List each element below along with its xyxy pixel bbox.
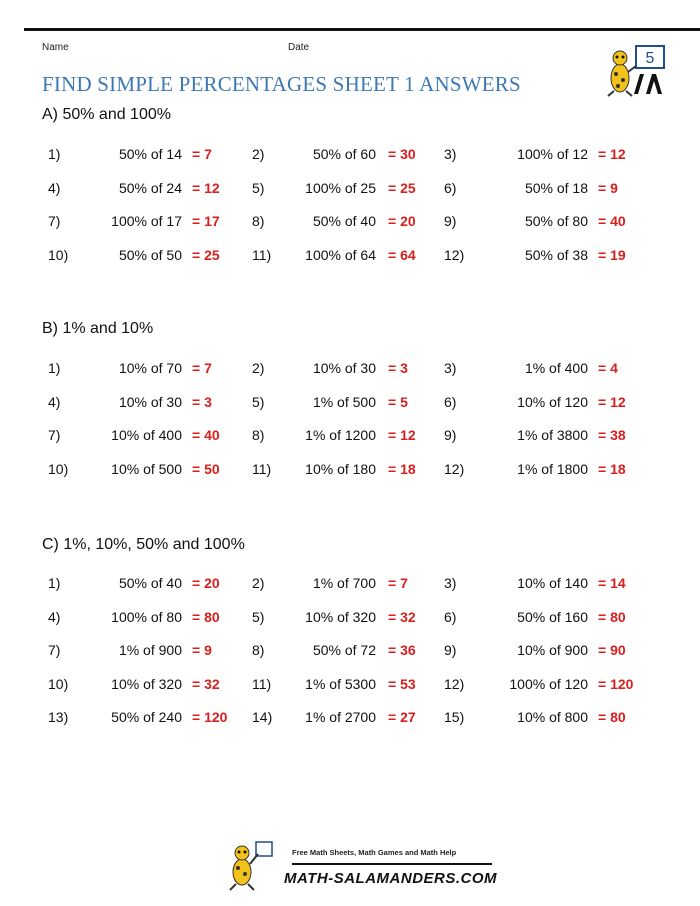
- problem-question: 10% of 320: [111, 675, 182, 692]
- footer-site-link[interactable]: MATH-SALAMANDERS.COM: [284, 870, 498, 887]
- problem-item: [440, 674, 670, 694]
- problem-answer: = 27: [388, 709, 416, 725]
- footer-divider: [292, 863, 492, 865]
- problem-number: 7): [48, 642, 61, 658]
- problem-number: 5): [252, 179, 265, 196]
- problem-number: 11): [252, 460, 272, 477]
- problem-question: 10% of 70: [118, 360, 182, 376]
- problem-answer: = 40: [192, 427, 220, 443]
- logo-big-5: [634, 74, 662, 94]
- problem-item: [44, 358, 244, 378]
- problem-number: 13): [48, 709, 69, 725]
- problem-question: 10% of 120: [517, 393, 588, 410]
- footer-salamander-icon: [226, 840, 286, 892]
- problem-question: 10% of 30: [118, 393, 182, 410]
- problem-number: 9): [444, 642, 457, 658]
- problem-item: [248, 459, 448, 479]
- problem-number: 5): [252, 393, 265, 410]
- math-salamanders-logo: [604, 44, 668, 100]
- problem-number: 10): [48, 460, 69, 477]
- name-label: Name: [42, 42, 69, 53]
- problem-answer: = 32: [192, 675, 220, 692]
- problem-item: [248, 245, 448, 265]
- problem-answer: = 80: [598, 608, 626, 625]
- top-rule: [24, 28, 700, 31]
- problem-question: 1% of 500: [312, 393, 376, 410]
- problem-answer: = 53: [388, 675, 416, 692]
- problem-item: [44, 178, 244, 198]
- problem-answer: = 50: [192, 460, 220, 477]
- problem-item: [44, 211, 244, 231]
- problem-question: 50% of 40: [118, 575, 182, 591]
- problem-item: [248, 674, 448, 694]
- problem-answer: = 3: [388, 360, 408, 376]
- problem-item: [44, 144, 244, 164]
- problem-answer: = 7: [192, 360, 212, 376]
- problem-item: [248, 707, 448, 727]
- problem-item: [440, 640, 670, 660]
- problem-question: 100% of 12: [517, 146, 588, 162]
- problem-question: 50% of 60: [312, 146, 376, 162]
- problem-number: 2): [252, 575, 265, 591]
- problem-answer: = 5: [388, 393, 408, 410]
- salamander-icon: [608, 51, 636, 96]
- problem-item: [248, 211, 448, 231]
- problem-number: 14): [252, 709, 273, 725]
- problem-item: [440, 178, 670, 198]
- problem-number: 9): [444, 213, 457, 229]
- problem-answer: = 12: [598, 393, 626, 410]
- problem-answer: = 3: [192, 393, 212, 410]
- problem-item: [440, 392, 670, 412]
- problem-answer: = 12: [192, 179, 220, 196]
- problem-question: 10% of 800: [517, 709, 588, 725]
- problem-item: [248, 358, 448, 378]
- problem-answer: = 25: [388, 179, 416, 196]
- problem-answer: = 9: [192, 642, 212, 658]
- problem-question: 50% of 160: [517, 608, 588, 625]
- problem-question: 50% of 80: [524, 213, 588, 229]
- problem-question: 100% of 17: [111, 213, 182, 229]
- problem-number: 10): [48, 675, 69, 692]
- problem-number: 2): [252, 360, 265, 376]
- problem-question: 100% of 64: [305, 246, 376, 263]
- problem-item: [44, 392, 244, 412]
- problem-number: 3): [444, 360, 457, 376]
- problem-number: 8): [252, 642, 265, 658]
- problem-question: 10% of 500: [111, 460, 182, 477]
- page-title: FIND SIMPLE PERCENTAGES SHEET 1 ANSWERS: [42, 72, 521, 96]
- problem-question: 100% of 80: [111, 608, 182, 625]
- problem-item: [44, 459, 244, 479]
- problem-question: 10% of 900: [517, 642, 588, 658]
- problem-item: [440, 245, 670, 265]
- problem-question: 1% of 900: [118, 642, 182, 658]
- problem-item: [440, 459, 670, 479]
- problem-answer: = 18: [388, 460, 416, 477]
- problem-item: [248, 178, 448, 198]
- problem-question: 1% of 700: [312, 575, 376, 591]
- section-c-heading: C) 1%, 10%, 50% and 100%: [42, 536, 245, 553]
- problem-answer: = 80: [598, 709, 626, 725]
- problem-answer: = 80: [192, 608, 220, 625]
- problem-item: [248, 607, 448, 627]
- problem-answer: = 36: [388, 642, 416, 658]
- problem-item: [440, 707, 670, 727]
- problem-number: 9): [444, 427, 457, 443]
- problem-item: [44, 707, 244, 727]
- problem-item: [44, 245, 244, 265]
- problem-number: 8): [252, 427, 265, 443]
- problem-number: 3): [444, 146, 457, 162]
- problem-number: 6): [444, 393, 457, 410]
- problem-item: [248, 573, 448, 593]
- problem-question: 10% of 320: [305, 608, 376, 625]
- section-a-heading: A) 50% and 100%: [42, 106, 171, 123]
- problem-answer: = 25: [192, 246, 220, 263]
- problem-item: [248, 425, 448, 445]
- problem-number: 6): [444, 179, 457, 196]
- problem-question: 10% of 30: [312, 360, 376, 376]
- problem-question: 1% of 1800: [517, 460, 588, 477]
- problem-answer: = 30: [388, 146, 416, 162]
- problem-answer: = 64: [388, 246, 416, 263]
- problem-answer: = 40: [598, 213, 626, 229]
- problem-number: 11): [252, 246, 272, 263]
- problem-number: 5): [252, 608, 265, 625]
- problem-answer: = 20: [192, 575, 220, 591]
- problem-number: 2): [252, 146, 265, 162]
- problem-question: 100% of 25: [305, 179, 376, 196]
- problem-number: 7): [48, 213, 61, 229]
- problem-answer: = 4: [598, 360, 618, 376]
- problem-item: [44, 425, 244, 445]
- problem-question: 50% of 38: [524, 246, 588, 263]
- problem-answer: = 32: [388, 608, 416, 625]
- problem-item: [440, 211, 670, 231]
- problem-item: [44, 674, 244, 694]
- problem-answer: = 7: [192, 146, 212, 162]
- problem-number: 12): [444, 460, 465, 477]
- date-label: Date: [288, 42, 310, 53]
- problem-question: 50% of 50: [118, 246, 182, 263]
- problem-answer: = 9: [598, 179, 618, 196]
- problem-question: 50% of 72: [312, 642, 376, 658]
- problem-item: [248, 640, 448, 660]
- problem-answer: = 90: [598, 642, 626, 658]
- problem-item: [440, 607, 670, 627]
- problem-number: 1): [48, 146, 61, 162]
- problem-question: 1% of 1200: [305, 427, 376, 443]
- problem-answer: = 7: [388, 575, 408, 591]
- problem-item: [44, 573, 244, 593]
- problem-number: 8): [252, 213, 265, 229]
- problem-number: 7): [48, 427, 61, 443]
- problem-number: 15): [444, 709, 465, 725]
- problem-number: 10): [48, 246, 69, 263]
- problem-question: 50% of 18: [524, 179, 588, 196]
- problem-answer: = 12: [388, 427, 416, 443]
- problem-question: 10% of 180: [305, 460, 376, 477]
- problem-answer: = 12: [598, 146, 626, 162]
- problem-answer: = 14: [598, 575, 626, 591]
- problem-number: 11): [252, 675, 272, 692]
- footer: [226, 840, 501, 892]
- problem-number: 1): [48, 360, 61, 376]
- problem-number: 4): [48, 393, 61, 410]
- problem-question: 50% of 240: [111, 709, 182, 725]
- problem-answer: = 120: [192, 709, 228, 725]
- problem-question: 1% of 3800: [517, 427, 588, 443]
- problem-question: 1% of 2700: [305, 709, 376, 725]
- problem-number: 12): [444, 246, 465, 263]
- problem-question: 10% of 140: [517, 575, 588, 591]
- problem-answer: = 20: [388, 213, 416, 229]
- problem-number: 4): [48, 608, 61, 625]
- problem-number: 4): [48, 179, 61, 196]
- problem-answer: = 17: [192, 213, 220, 229]
- problem-item: [440, 358, 670, 378]
- problem-question: 50% of 14: [118, 146, 182, 162]
- problem-number: 3): [444, 575, 457, 591]
- problem-question: 100% of 120: [509, 675, 588, 692]
- problem-question: 10% of 400: [111, 427, 182, 443]
- footer-tagline: Free Math Sheets, Math Games and Math Help: [292, 848, 457, 857]
- problem-question: 1% of 400: [524, 360, 588, 376]
- problem-answer: = 19: [598, 246, 626, 263]
- problem-answer: = 120: [598, 675, 634, 692]
- problem-item: [248, 392, 448, 412]
- problem-item: [44, 607, 244, 627]
- problem-number: 1): [48, 575, 61, 591]
- logo-number: 5: [645, 50, 655, 67]
- problem-item: [248, 144, 448, 164]
- problem-number: 12): [444, 675, 465, 692]
- problem-item: [44, 640, 244, 660]
- problem-question: 50% of 40: [312, 213, 376, 229]
- section-b-heading: B) 1% and 10%: [42, 320, 154, 337]
- problem-answer: = 38: [598, 427, 626, 443]
- problem-answer: = 18: [598, 460, 626, 477]
- problem-number: 6): [444, 608, 457, 625]
- problem-item: [440, 573, 670, 593]
- problem-question: 50% of 24: [118, 179, 182, 196]
- problem-item: [440, 425, 670, 445]
- problem-item: [440, 144, 670, 164]
- problem-question: 1% of 5300: [305, 675, 376, 692]
